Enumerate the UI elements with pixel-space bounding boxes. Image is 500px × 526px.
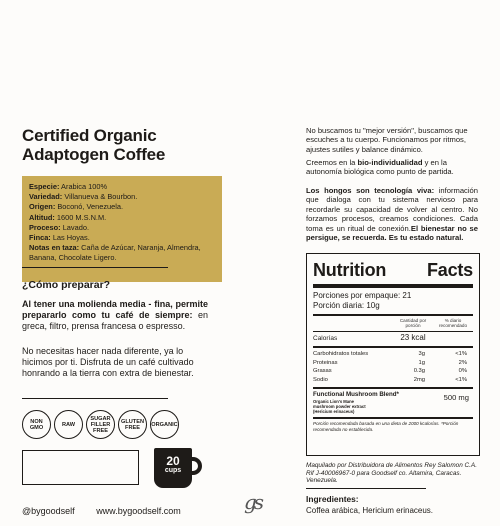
nutrient-amt: 1g <box>418 359 425 366</box>
spec-key: Finca: <box>29 233 51 243</box>
divider <box>313 314 473 316</box>
divider <box>313 387 473 389</box>
spec-row <box>29 243 215 263</box>
spec-key: Notas en taza: <box>29 243 80 253</box>
nutrient-amt: 3g <box>418 351 425 358</box>
social-handle[interactable]: @bygoodself <box>22 506 75 516</box>
dv-header: % diario recomendado <box>438 318 468 329</box>
organic-badge: ORGANIC <box>150 410 179 439</box>
divider <box>313 346 473 348</box>
nutrient-dv: <1% <box>455 376 467 383</box>
prep-rest-text: en greca, filtro, prensa francesa o espresso. <box>22 310 208 331</box>
cup-icon <box>154 448 206 488</box>
spec-value: Caña de Azúcar, Naranja, Almendra, Banana, Chocolate Ligero. <box>29 243 201 263</box>
spec-key: Variedad: <box>29 192 63 202</box>
nutrient-amt: 2mg <box>413 376 425 383</box>
serving-size: Porción diaria: 10g <box>313 301 380 310</box>
nutrient-row <box>313 376 473 384</box>
blank-label-box <box>22 450 139 485</box>
nutrient-row <box>313 359 473 367</box>
text-span: y en la autonomía biológica como punto de partida. <box>306 158 454 177</box>
spec-key: Altitud: <box>29 212 55 222</box>
non-gmo-badge: NON GMO <box>22 410 51 439</box>
ingredients-heading: Ingredientes: <box>306 494 359 504</box>
divider <box>306 488 426 489</box>
brand-monogram-logo: gs <box>244 490 262 514</box>
nutrient-name: Carbohidratos totales <box>313 351 369 358</box>
prep-paragraph-2: No necesitas hacer nada diferente, ya lo hicimos por ti. Disfruta de un café cultivado honrando a la tierra con extra de bienestar. <box>22 346 194 378</box>
nutrient-name: Grasas <box>313 368 332 375</box>
spec-key: Especie: <box>29 182 60 191</box>
nutrient-name: Sodio <box>313 376 328 383</box>
spec-row <box>29 213 215 223</box>
spec-row <box>29 202 215 212</box>
spec-value: Villanueva & Bourbon. <box>62 192 138 202</box>
ingredients-text: Coffea arábica, Hericium erinaceus. <box>306 506 434 515</box>
text-span: Creemos en la <box>306 158 358 167</box>
spec-value: Lavado. <box>60 222 89 232</box>
divider <box>22 267 168 268</box>
nutrient-name: Proteinas <box>313 359 338 366</box>
calories-row <box>313 333 473 343</box>
blend-subtext: Organic Lion's Mane mushroom powder extract (Hericium erinaceus) <box>313 399 366 415</box>
gluten-free-badge: GLUTEN FREE <box>118 410 147 439</box>
hongos-bold: Los hongos son tecnología viva: <box>306 186 435 195</box>
spec-value: 1600 M.S.N.M. <box>54 212 107 222</box>
divider <box>313 331 473 332</box>
website-link[interactable]: www.bygoodself.com <box>96 506 181 516</box>
spec-row <box>29 223 215 233</box>
product-title: Certified Organic Adaptogen Coffee <box>22 126 166 164</box>
nutrient-amt: 0.3g <box>413 368 425 375</box>
philosophy-paragraph-1: No buscamos tu "mejor versión", buscamos que escuches a tu cuerpo. Funcionamos por ritmos, ajustes sutiles y balance dinámico. <box>306 126 468 154</box>
philosophy-paragraph-2 <box>306 158 478 177</box>
nutrient-rows <box>313 350 473 384</box>
nutrient-row <box>313 367 473 375</box>
nutrition-title-a: Nutrition <box>313 260 387 280</box>
nutrient-dv: 0% <box>458 368 467 375</box>
raw-badge: RAW <box>54 410 83 439</box>
blend-value: 500 mg <box>443 393 469 403</box>
amount-header: Cantidad por porción <box>399 318 427 329</box>
prep-paragraph-1 <box>22 299 208 332</box>
servings-per-container: Porciones por empaque: 21 <box>313 291 412 300</box>
bienestar-bold: El bienestar no se persigue, se recuerda. Es tu estado natural. <box>306 223 478 243</box>
cup-count: 20 <box>166 454 180 468</box>
spec-value: Arabica 100% <box>59 182 108 191</box>
spec-row <box>29 233 215 243</box>
column-headers <box>313 318 473 329</box>
prep-bold-text: Al tener una molienda media - fina, permite prepararlo como tu café de siempre: <box>22 299 208 320</box>
spec-key: Proceso: <box>29 222 61 232</box>
calories-label: Calorías <box>313 335 338 343</box>
nutrition-facts-panel <box>306 253 480 456</box>
text-span: información que dialoga con tu sistema nervioso para recordarle su capacidad de volver al centro. No forzamos procesos, creamos condiciones. Cada toma es un ritual de conexión. <box>306 186 478 233</box>
divider <box>22 398 168 399</box>
bio-individualidad-bold: bio-individualidad <box>357 158 423 167</box>
nutrient-dv: 2% <box>458 359 467 366</box>
spec-key: Origen: <box>29 202 56 212</box>
blend-label: Functional Mushroom Blend* <box>313 391 399 399</box>
philosophy-paragraph-3 <box>306 186 478 242</box>
nutrition-title-b: Facts <box>426 260 473 280</box>
nutrition-footnote: Porción recomendada basada en una dieta de 2000 kcalorías. *Porción recomendada no establecida. <box>313 421 459 432</box>
spec-row <box>29 192 215 202</box>
spec-value: Boconó, Venezuela. <box>55 202 124 212</box>
blend-row <box>313 391 473 414</box>
nutrient-dv: <1% <box>455 351 467 358</box>
divider <box>313 284 473 288</box>
spec-value: Las Hoyas. <box>50 233 90 243</box>
footer-links <box>22 506 200 516</box>
cup-body <box>154 448 192 488</box>
nutrient-row <box>313 350 473 358</box>
nutrition-title <box>313 260 473 280</box>
prep-heading: ¿Cómo preparar? <box>22 279 111 291</box>
cup-label: cups <box>164 467 182 474</box>
divider <box>313 417 473 419</box>
calories-value: 23 kcal <box>400 333 426 343</box>
sugar-filler-free-badge: SUGAR FILLER FREE <box>86 410 115 439</box>
certification-badges <box>22 410 179 439</box>
spec-row <box>29 182 215 192</box>
manufacturer-info: Maquilado por Distribuidora de Alimentos Rey Salomon C.A. Rif J-40006967-0 para Goodself co. Altamira, Caracas. Venezuela. <box>306 462 477 485</box>
